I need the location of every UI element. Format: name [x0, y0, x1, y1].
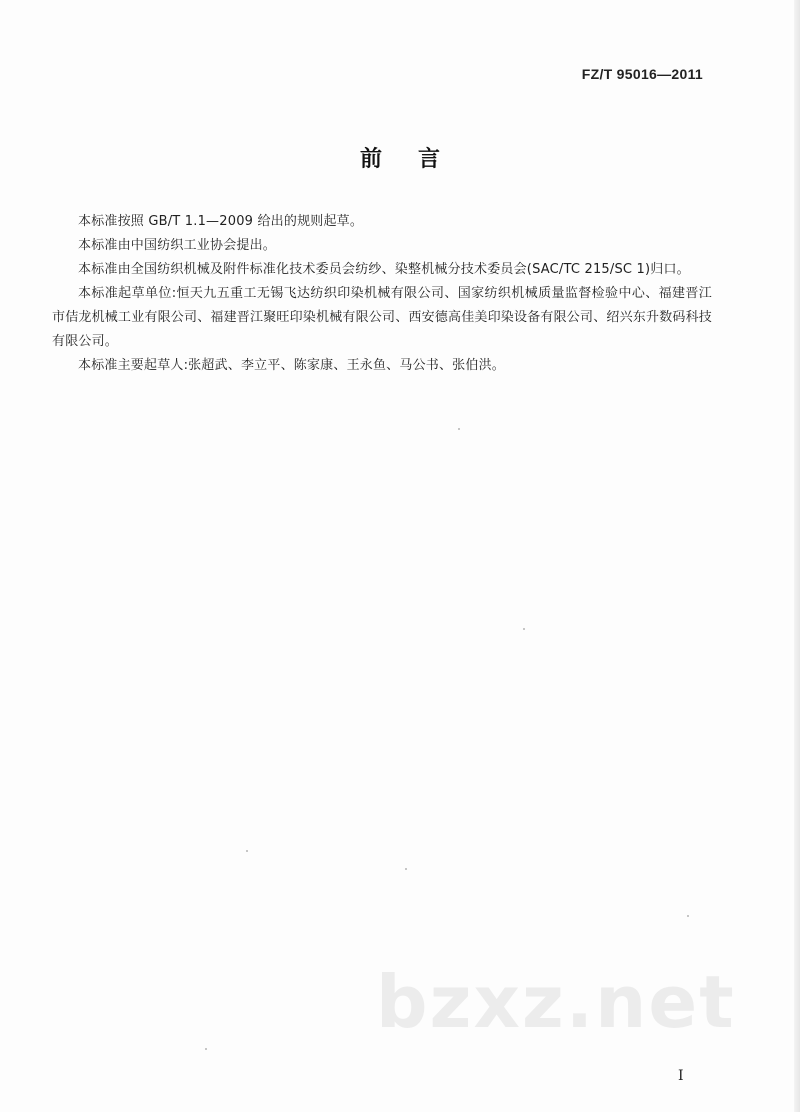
scan-speck [687, 915, 689, 917]
paragraph-drafting-organizations: 本标准起草单位:恒天九五重工无锡飞达纺织印染机械有限公司、国家纺织机械质量监督检验中心、福建晋江市佶龙机械工业有限公司、福建晋江聚旺印染机械有限公司、西安德高佳美印染设备有限公司、绍兴东升数码科技有限公司。 [52, 286, 713, 349]
page-number: I [678, 1068, 684, 1084]
preface-body [52, 210, 712, 378]
watermark-logo: bzxz.net [376, 960, 736, 1044]
scan-speck [523, 628, 525, 630]
standard-number: FZ/T 95016—2011 [581, 66, 703, 82]
paragraph-drafting-rules: 本标准按照 GB/T 1.1—2009 给出的规则起草。 [78, 214, 364, 229]
paragraph-responsible-committee: 本标准由全国纺织机械及附件标准化技术委员会纺纱、染整机械分技术委员会(SAC/TC 215/SC 1)归口。 [78, 262, 690, 277]
scan-speck [458, 428, 460, 430]
paragraph-drafters: 本标准主要起草人:张超武、李立平、陈家康、王永鱼、马公书、张伯洪。 [78, 358, 505, 373]
preface-title: 前言 [359, 147, 476, 172]
scan-speck [405, 868, 407, 870]
scan-speck [246, 850, 248, 852]
paragraph-proposer: 本标准由中国纺织工业协会提出。 [78, 238, 277, 253]
scan-speck [205, 1048, 207, 1050]
